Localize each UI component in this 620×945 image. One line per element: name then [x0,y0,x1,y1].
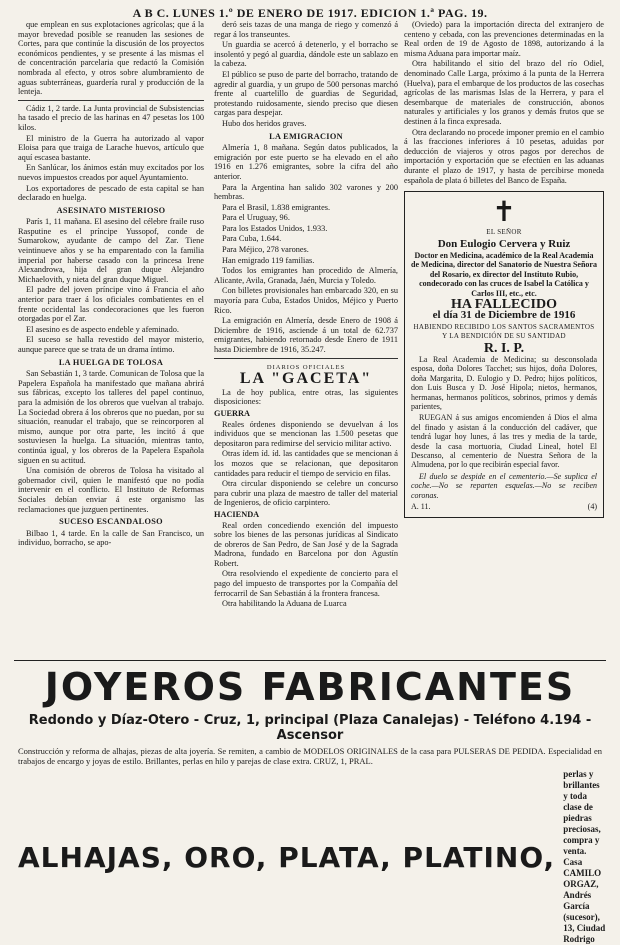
subhead-diarios: DIARIOS OFICIALES [266,363,346,371]
ad-address: Redondo y Díaz-Otero - Cruz, 1, principal (Plaza Canalejas) - Teléfono 4.194 - Ascensor [28,713,592,743]
paragraph: Otra habilitando la Aduana de Luarca [222,599,347,609]
paragraph: Real orden concediendo exención del impuesto sobre los bienes de las personas jurídicas al Sindicato de obreros de San Pedro, de San José y de la Sagrada Madrona, fundado en Barcelona por don Agustín Robert. [214,520,398,568]
obit-ref: A. 11. [411,502,431,512]
cross-icon: ✝ [492,197,516,229]
divider [214,358,398,359]
gaceta-title: LA "GACETA" [239,370,373,388]
paragraph: En Sanlúcar, los ánimos están muy excitados por los nuevos impuestos creados por aquel Ayuntamiento. [18,163,204,182]
paragraph: Bilbao 1, 4 tarde. En la calle de San Francisco, un individuo, borracho, se apo- [18,528,204,548]
paragraph: (Oviedo) para la importación directa del extranjero de centeno y cebada, con las prevenciones determinadas en la Real orden de 19 de Agosto de 1898, autorizando á la misma Aduana para importar maíz. [404,20,604,58]
jewelers-advertisement [14,660,606,945]
heading-guerra: GUERRA [214,408,250,418]
paragraph: El asesino es de aspecto endeble y afeminado. [26,324,179,334]
paragraph: Para la Argentina han salido 302 varones y 200 hembras. [214,182,398,202]
paragraph: San Sebastián 1, 3 tarde. Comunican de Tolosa que la Papelera Española ha manifestado que mañana abrirá sus fábricas, excepto los talleres del papel continuo, para la admisión de los obreros que vuelvan al trabajo. La Sociedad obrera á los obreros que no puedan, por su situación, reanudar el trabajo, que se reincorporen al mismo, aunque por otra parte, les incitó á que sostuviesen la huelga. La situación, mientras tanto, continúa igual, y los obreros de la Papelera Española siguen en su actitud. [18,369,204,465]
paragraph: Otra circular disponiendo se celebre un concurso para cubrir una plaza de maestro de taller del material de Ingenieros, de oficio carpintero. [214,479,398,508]
obit-duelo: El duelo se despide en el cementerio.—Se suplica el coche.—No se reparten esquelas.—No se reciben coronas. [411,471,597,500]
list-item: Han emigrado 119 familias. [222,255,315,265]
column-2 [214,20,398,610]
list-item: Para Cuba, 1.644. [222,234,282,244]
paragraph: Otra habilitando el sitio del brazo del río Odiel, denominado Calle Larga, próximo á la punta de la Herrera (Huelva), para el embarque de los productos de las cosechas agrícolas de las marismas Islas de la Herrera, y para el desembarque de materiales de construcción, abonos naturales y artificiales y los granos y demás frutos que se destinen á la finca expresada. [404,59,604,126]
obit-footer [411,502,597,511]
column-3 [404,20,604,518]
section-heading: LA EMIGRACION [269,131,343,141]
paragraph: El ministro de la Guerra ha autorizado al vapor Eloisa para que traiga de Larache huevos, artículo que aquí escasea bastante. [18,133,204,162]
obit-name: Don Eulogio Cervera y Ruiz [437,237,571,250]
paragraph: deró seis tazas de una manga de riego y comenzó á regar á los transeuntes. [214,20,398,39]
obit-rip: R. I. P. [483,340,525,356]
section-heading: SUCESO ESCANDALOSO [59,517,163,527]
list-item: Para el Brasil, 1.838 emigrantes. [222,202,331,212]
obit-ruegan: RUEGAN á sus amigos encomienden á Dios el alma del finado y asistan á la conducción del cadáver, que tendrá lugar hoy lunes, á las tres y media de la tarde, desde la casa mortuoria, Ciudad Lineal, hotel El Descanso, al cementerio de Nuestra Señora de la Almudena, por lo que recibirán especial favor. [411,413,597,470]
ad-big-text: ALHAJAS, ORO, PLATA, PLATINO, [18,840,556,874]
paragraph: Otra declarando no procede imponer premio en el cambio á las fracciones inferiores á 10 pesetas, aduidas por deducción de viajeros y otros pagos por derechos de importación y exportación que se efectúen en las aduanas durante el plazo de 1917, y hasta de percibirse moneda española de plata ó billetes del Banco de España. [404,127,604,185]
list-item: Para Méjico, 278 varones. [222,245,309,255]
paragraph: El padre del joven príncipe vino á Francia el año anterior para traer á los oficiales combatientes en el frente occidental las condecoraciones que les fueron otorgadas por el Zar. [18,285,204,324]
ad-right-text: perlas y brillantes y toda clase de piedras preciosas, compra y venta. Casa CAMILO ORGAZ, Andrés García (sucesor), 13, Ciudad Rodrigo [563,769,606,944]
paragraph: Otra resolviendo el expediente de concierto para el pago del impuesto de transportes por la Compañía del ferrocarril de San Sebastián á la frontera francesa. [214,569,398,598]
heading-hacienda: HACIENDA [214,509,260,519]
ad-text: Construcción y reforma de alhajas, piezas de alta joyería. Se remiten, a cambio de MODELOS ORIGINALES de la casa para PULSERAS DE PEDIDA. Especialidad en trabajos de encargo y joyas de estilo. Brillantes, perlas en hilo y parejas de clase extra. CRUZ, 1, PRAL. [18,746,602,766]
obit-label: EL SEÑOR [486,228,522,237]
obit-sacraments: HABIENDO RECIBIDO LOS SANTOS SACRAMENTOS Y LA BENDICIÓN DE SU SANTIDAD [413,322,595,341]
section-heading: LA HUELGA DE TOLOSA [58,357,164,367]
ad-bottom [14,769,606,945]
paragraph: Cádiz 1, 2 tarde. La Junta provincial de Subsistencias ha tasado el precio de las harinas en 47 pesetas los 100 kilos. [18,103,204,132]
paragraph: Los exportadores de pescado de esta capital se han declarado en huelga. [18,183,204,203]
list-item: Para el Uruguay, 96. [222,213,290,223]
section-heading: ASESINATO MISTERIOSO [56,205,166,215]
column-1 [18,20,204,549]
ad-title: JOYEROS FABRICANTES [44,665,576,709]
paragraph: El suceso se halla revestido del mayor misterio, aunque parece que se trata de un drama íntimo. [18,335,204,354]
paragraph: La de hoy publica, entre otras, las siguientes disposiciones: [214,387,398,407]
paragraph: Otras ídem íd. íd. las cantidades que se mencionan á los mozos que se relacionan, que depositaron cantidades para reducir el tiempo de servicio en filas. [214,449,398,478]
paragraph: Hubo dos heridos graves. [222,118,307,128]
obit-date: el día 31 de Diciembre de 1916 [432,309,576,322]
paragraph: Con billetes provisionales han embarcado 320, en su mayoría para Cuba, Estados Unidos, Méjico y Puerto Rico. [214,286,398,315]
paragraph: Una comisión de obreros de Tolosa ha visitado al gobernador civil, quien le manifestó que no podía intervenir en el conflicto. El Instituto de Reformas Sociales debían enviar á este organismo las reclamaciones que juzguen pertinentes. [18,466,204,514]
page-header: A B C. LUNES 1.º DE ENERO DE 1917. EDICION 1.ª PAG. 19. [132,6,488,20]
paragraph: Un guardia se acercó á detenerlo, y el borracho se insolentó y pegó al guardia, dándole este un sablazo en la cabeza. [214,40,398,69]
paragraph: París 1, 11 mañana. El asesino del célebre fraile ruso Rasputine es el príncipe Yussopof, conde de Sumarokow, ayudante de campo del Zar. Tiene veintinueve años y se ha emparentado con la familia imperial por haberse casado con la princesa Irene Alexandrowa, hija del gran duque Alejandro Michaelovith, y nieta del gran duque Miguel. [18,217,204,284]
paragraph: Reales órdenes disponiendo se devuelvan á los individuos que se mencionan las 1.500 pesetas que depositaron para redimirse del servicio militar activo. [214,419,398,448]
divider [18,100,204,101]
obit-family: La Real Academia de Medicina; su desconsolada esposa, doña Dolores Tacchet; sus hijos, doña Dolores, doña Margarita, D. Eulogio y D. Pedro; hijos políticos, don Luis Busca y D. José Hipola; nietos, hermanos, hermanas, hermanos políticos, sobrinos, primos y demás parientes, [411,354,597,411]
paragraph: que emplean en sus explotaciones agrícolas; que á la mayor brevedad posible se reanuden las sesiones de Cortes, para que continúe la discusión de los proyectos económicos pendientes, y se presente á las mismas el de concentración parcelaria que redactó la Comisión nombrada al efecto, y otros sobre alumbramiento de aguas subterráneas, guardería rural y producción de la lenteja. [18,20,204,97]
list-item: Para los Estados Unidos, 1.933. [222,223,328,233]
paragraph: El público se puso de parte del borracho, tratando de agredir al guardia, y un grupo de 500 personas marchó frente al cuartelillo de guardias de Seguridad, protestando ruidosamente, siendo preciso que diesen cargas para despejar. [214,69,398,118]
paragraph: Almería 1, 8 mañana. Según datos publicados, la emigración por este puerto se ha elevado en el año 1916 en 1.276 emigrantes, sobre la cifra del año anterior. [214,143,398,181]
obit-titles: Doctor en Medicina, académico de la Real Academia de Medicina, director del Sanatorio de Nuestra Señora del Rosario, ex director del Instituto Rubio, condecorado con las cruces de Isabel la Católica y Carlos III, etc., etc. [411,250,597,298]
paragraph: La emigración en Almería, desde Enero de 1908 á Diciembre de 1916, asciende á un total de 62.737 emigrantes, habiendo retornado desde Enero de 1911 hasta Diciembre de 1916, 35.247. [214,316,398,354]
obit-died: HA FALLECIDO [451,296,557,312]
paragraph: Todos los emigrantes han procedido de Almería, Alicante, Avila, Granada, Jaén, Murcia y Toledo. [214,266,398,285]
obit-ref2: (4) [587,502,597,512]
obituary-box [404,191,604,518]
